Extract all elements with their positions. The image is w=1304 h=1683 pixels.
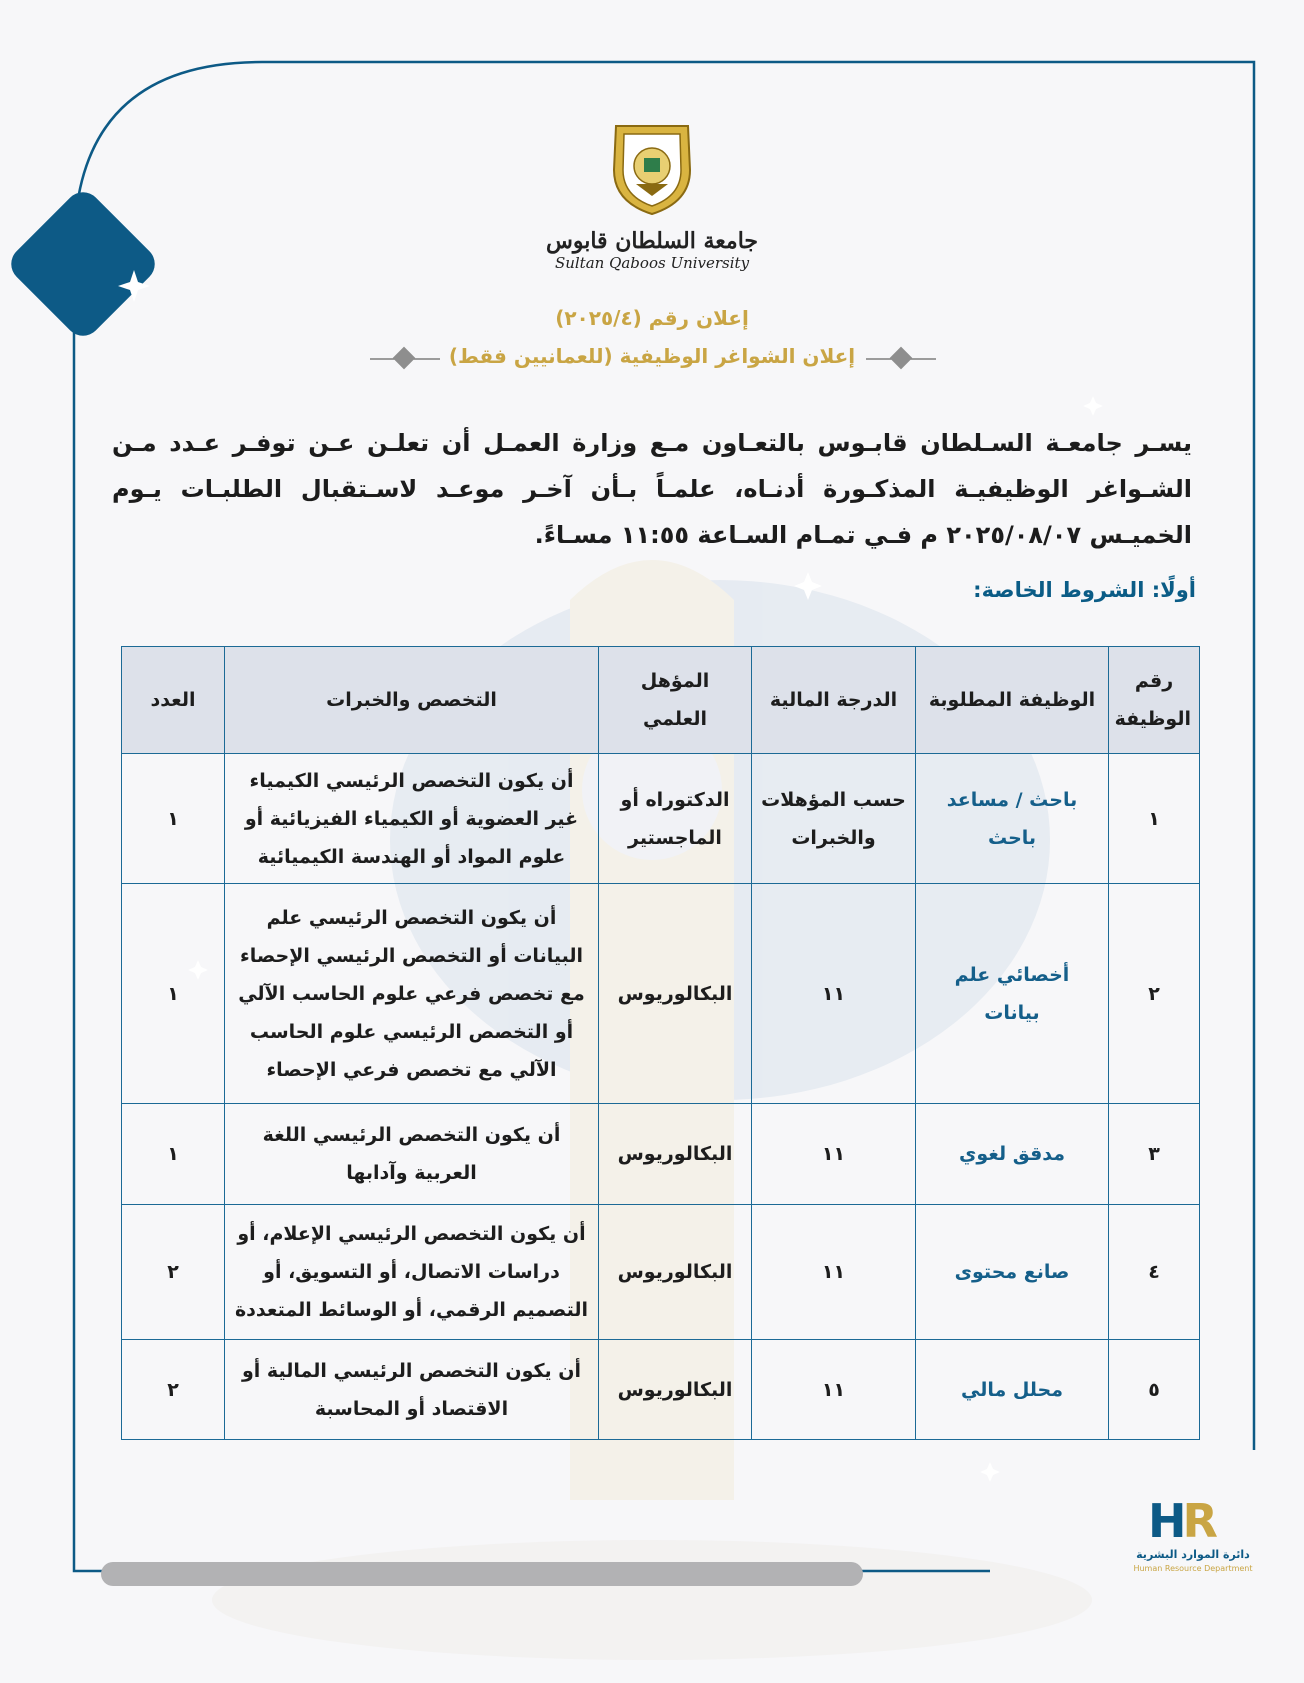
horizontal-scrollbar[interactable]	[101, 1562, 863, 1586]
university-name-en: Sultan Qaboos University	[554, 254, 750, 272]
announcement-title: إعلان الشواغر الوظيفية (للعمانيين فقط)	[448, 344, 856, 368]
cell-specialization: أن يكون التخصص الرئيسي اللغة العربية وآدابها	[225, 1104, 599, 1205]
header-specialization: التخصص والخبرات	[225, 647, 599, 754]
announcement-number: إعلان رقم (٢٠٢٥/٤)	[555, 306, 749, 330]
cell-specialization: أن يكون التخصص الرئيسي الإعلام، أو دراسات الاتصال، أو التسويق، أو التصميم الرقمي، أو الوسائط المتعددة	[225, 1205, 599, 1340]
cell-specialization: أن يكون التخصص الرئيسي علم البيانات أو التخصص الرئيسي الإحصاء مع تخصص فرعي علوم الحاسب الآلي أو التخصص الرئيسي علوم الحاسب الآلي مع تخصص فرعي الإحصاء	[225, 884, 599, 1104]
intro-paragraph: يسـر جامعـة السـلطان قابـوس بالتعـاون مـع وزارة العمـل أن تعلـن عـن توفـر عـدد مـن الشـواغر الوظيفيـة المذكـورة أدنـاه، علمـاً بـأن آخـر موعـد لاسـتقبال الطلبـات يـوم الخميـس ٢٠٢٥/٠٨/٠٧ م فـي تمـام السـاعة ١١:٥٥ مسـاءً.	[112, 429, 1192, 549]
table-row	[122, 754, 1200, 884]
cell-specialization: أن يكون التخصص الرئيسي المالية أو الاقتصاد أو المحاسبة	[225, 1340, 599, 1440]
hr-name-ar: دائرة الموارد البشرية	[1136, 1548, 1250, 1561]
hr-name-en: Human Resource Department	[1133, 1564, 1253, 1573]
cell-qualification: البكالوريوس	[599, 1340, 752, 1440]
cell-grade: حسب المؤهلات والخبرات	[752, 754, 916, 884]
header-grade: الدرجة المالية	[752, 647, 916, 754]
cell-count: ٢	[122, 1340, 225, 1440]
section-title: أولًا: الشروط الخاصة:	[973, 578, 1196, 602]
cell-job-number: ٢	[1109, 884, 1200, 1104]
table-row	[122, 1340, 1200, 1440]
university-logo	[540, 120, 764, 280]
table-row	[122, 884, 1200, 1104]
cell-grade: ١١	[752, 1340, 916, 1440]
header-job-title: الوظيفة المطلوبة	[916, 647, 1109, 754]
table-row	[122, 1104, 1200, 1205]
jobs-table	[121, 646, 1200, 1440]
hr-logo-mark: HR	[1148, 1494, 1214, 1548]
cell-job-title: أخصائي علم بيانات	[916, 884, 1109, 1104]
header-count: العدد	[122, 647, 225, 754]
header-qualification: المؤهل العلمي	[599, 647, 752, 754]
cell-specialization: أن يكون التخصص الرئيسي الكيمياء غير العضوية أو الكيمياء الفيزيائية أو علوم المواد أو الهندسة الكيميائية	[225, 754, 599, 884]
cell-job-title: محلل مالي	[916, 1340, 1109, 1440]
cell-qualification: البكالوريوس	[599, 1205, 752, 1340]
cell-qualification: الدكتوراه أو الماجستير	[599, 754, 752, 884]
cell-job-number: ٤	[1109, 1205, 1200, 1340]
cell-grade: ١١	[752, 1205, 916, 1340]
cell-job-title: باحث / مساعد باحث	[916, 754, 1109, 884]
cell-count: ١	[122, 884, 225, 1104]
hr-department-logo	[1128, 1494, 1258, 1574]
table-header-row	[122, 647, 1200, 754]
cell-job-number: ١	[1109, 754, 1200, 884]
table-row	[122, 1205, 1200, 1340]
cell-count: ١	[122, 754, 225, 884]
cell-count: ٢	[122, 1205, 225, 1340]
cell-grade: ١١	[752, 884, 916, 1104]
university-name-ar: جامعة السلطان قابوس	[545, 228, 758, 254]
cell-qualification: البكالوريوس	[599, 884, 752, 1104]
cell-count: ١	[122, 1104, 225, 1205]
cell-job-number: ٥	[1109, 1340, 1200, 1440]
header-job-number: رقم الوظيفة	[1109, 647, 1200, 754]
cell-job-title: صانع محتوى	[916, 1205, 1109, 1340]
cell-qualification: البكالوريوس	[599, 1104, 752, 1205]
cell-job-title: مدقق لغوي	[916, 1104, 1109, 1205]
cell-grade: ١١	[752, 1104, 916, 1205]
cell-job-number: ٣	[1109, 1104, 1200, 1205]
university-crest-icon	[540, 120, 764, 220]
